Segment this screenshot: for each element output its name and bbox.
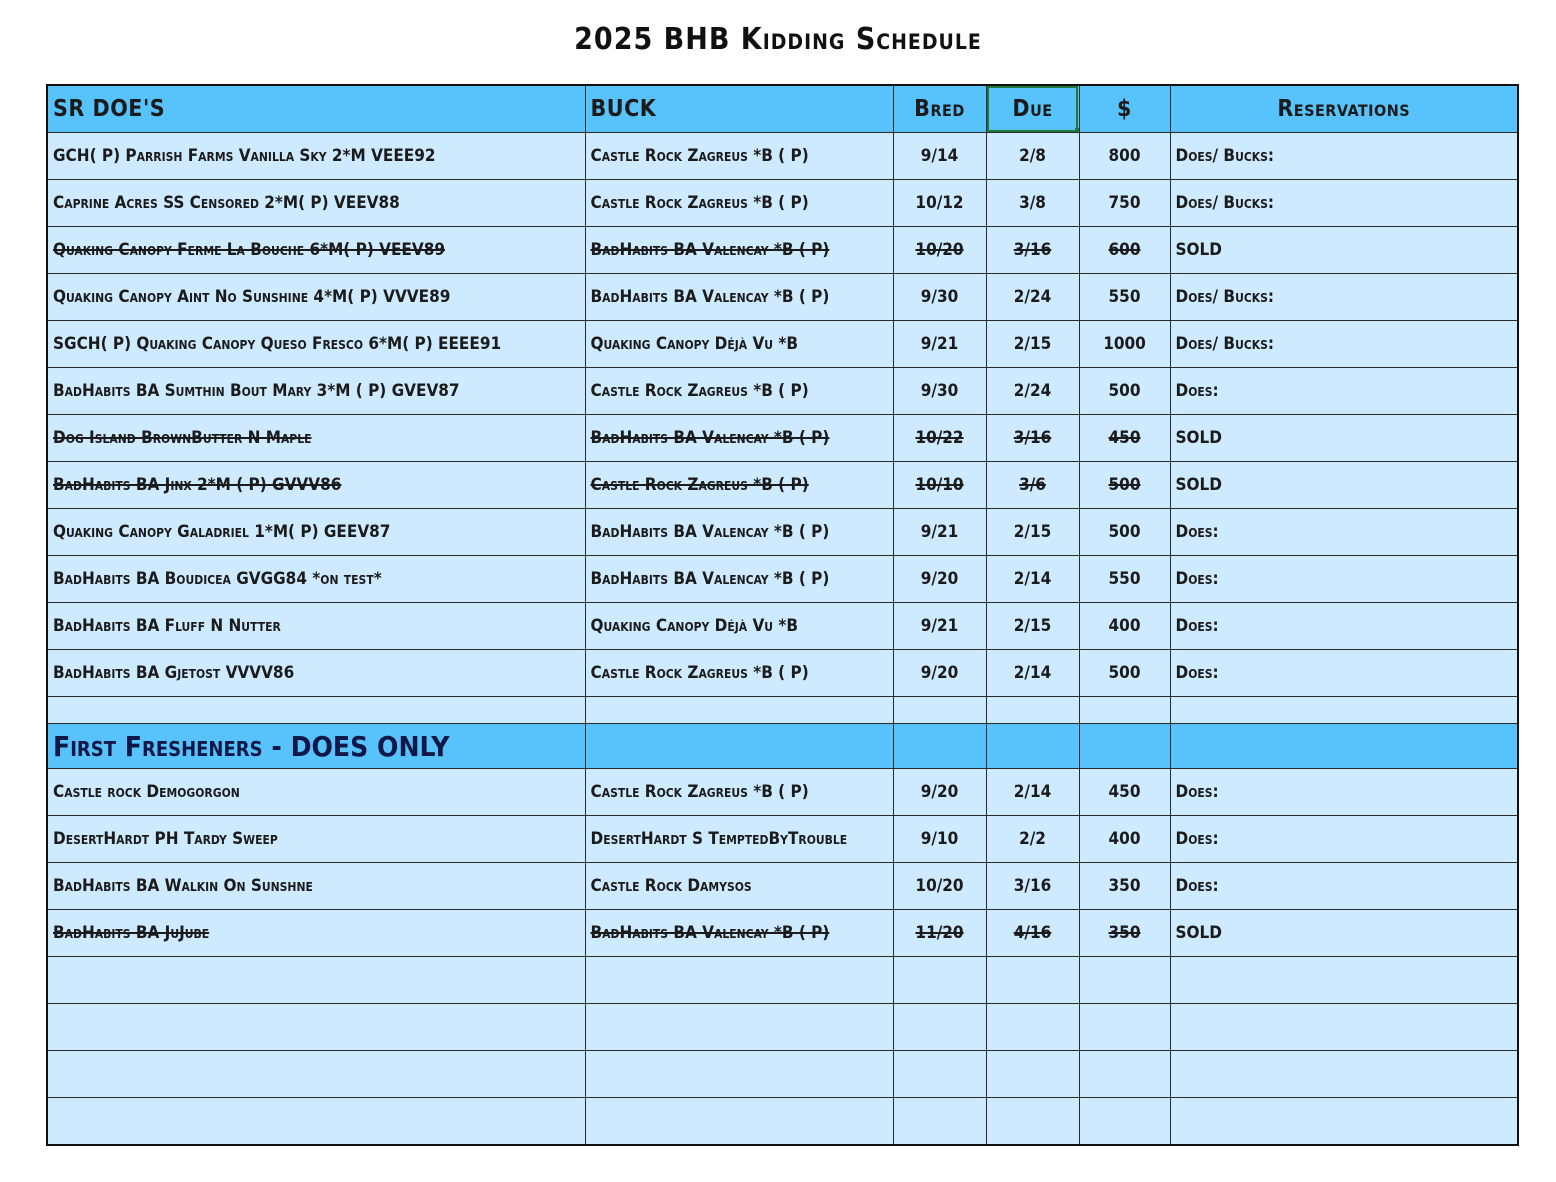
reservation-cell-text: Does/ Bucks: xyxy=(1175,287,1275,307)
bred-cell[interactable] xyxy=(893,556,986,603)
reservation-cell[interactable] xyxy=(1170,816,1518,863)
doe-cell-text: BadHabits BA Gjetost VVVV86 xyxy=(53,663,295,683)
due-cell[interactable] xyxy=(986,415,1079,462)
reservation-cell[interactable] xyxy=(1170,133,1518,180)
buck-cell[interactable] xyxy=(585,227,893,274)
doe-cell[interactable] xyxy=(47,227,585,274)
bred-cell[interactable] xyxy=(893,863,986,910)
buck-cell[interactable] xyxy=(585,769,893,816)
empty-cell[interactable] xyxy=(1079,724,1170,769)
due-cell-text: 2/15 xyxy=(1013,522,1052,542)
reservation-cell[interactable] xyxy=(1170,910,1518,957)
table-row xyxy=(47,603,1518,650)
bred-cell[interactable] xyxy=(893,816,986,863)
price-cell[interactable] xyxy=(1079,769,1170,816)
due-cell-text: 2/24 xyxy=(1013,381,1052,401)
reservation-cell-text: Does/ Bucks: xyxy=(1175,193,1275,213)
empty-cell[interactable] xyxy=(1079,1004,1170,1051)
price-cell[interactable] xyxy=(1079,462,1170,509)
header-row xyxy=(47,85,1518,133)
price-cell[interactable] xyxy=(1079,816,1170,863)
price-cell-text: 500 xyxy=(1108,522,1141,542)
doe-cell[interactable] xyxy=(47,133,585,180)
bred-cell[interactable] xyxy=(893,603,986,650)
due-cell-text: 3/8 xyxy=(1019,193,1046,213)
due-cell[interactable] xyxy=(986,368,1079,415)
empty-cell[interactable] xyxy=(893,1051,986,1098)
header-does[interactable]: SR DOE'S xyxy=(47,85,585,133)
empty-cell[interactable] xyxy=(1170,724,1518,769)
bred-cell-text: 9/30 xyxy=(920,381,959,401)
bred-cell-text: 9/14 xyxy=(920,146,959,166)
buck-cell-text: Quaking Canopy Déjà Vu *B xyxy=(590,616,799,636)
empty-row xyxy=(47,1051,1518,1098)
reservation-cell[interactable] xyxy=(1170,863,1518,910)
table-row xyxy=(47,863,1518,910)
due-cell-text: 3/16 xyxy=(1013,876,1052,896)
bred-cell-text: 11/20 xyxy=(915,923,964,943)
buck-cell-text: BadHabits BA Valencay *B ( P) xyxy=(590,569,830,589)
due-cell-text: 3/6 xyxy=(1019,475,1046,495)
section-title[interactable]: First Fresheners - DOES ONLY xyxy=(47,724,585,769)
doe-cell[interactable] xyxy=(47,556,585,603)
doe-cell-text: Caprine Acres SS Censored 2*M( P) VEEV88 xyxy=(53,193,400,213)
price-cell-text: 550 xyxy=(1108,287,1141,307)
price-cell[interactable] xyxy=(1079,556,1170,603)
header-bred[interactable]: Bred xyxy=(893,85,986,133)
doe-cell-text: SGCH( P) Quaking Canopy Queso Fresco 6*M( P) EEEE91 xyxy=(53,334,502,354)
empty-cell[interactable] xyxy=(1170,957,1518,1004)
due-cell[interactable] xyxy=(986,227,1079,274)
doe-cell[interactable] xyxy=(47,274,585,321)
reservation-cell-text: Does: xyxy=(1175,381,1219,401)
price-cell-text: 550 xyxy=(1108,569,1141,589)
table-row xyxy=(47,769,1518,816)
price-cell-text: 400 xyxy=(1108,616,1141,636)
buck-cell-text: Castle Rock Zagreus *B ( P) xyxy=(590,381,809,401)
doe-cell[interactable] xyxy=(47,769,585,816)
reservation-cell[interactable] xyxy=(1170,769,1518,816)
bred-cell[interactable] xyxy=(893,650,986,697)
header-due[interactable] xyxy=(986,85,1079,133)
bred-cell[interactable] xyxy=(893,910,986,957)
empty-cell[interactable] xyxy=(986,697,1079,724)
bred-cell-text: 9/20 xyxy=(920,782,959,802)
table-row xyxy=(47,274,1518,321)
bred-cell-text: 10/20 xyxy=(915,876,964,896)
empty-cell[interactable] xyxy=(986,724,1079,769)
due-cell-text: 2/14 xyxy=(1013,663,1052,683)
reservation-cell[interactable] xyxy=(1170,415,1518,462)
buck-cell-text: BadHabits BA Valencay *B ( P) xyxy=(590,240,830,260)
doe-cell[interactable] xyxy=(47,462,585,509)
bred-cell[interactable] xyxy=(893,769,986,816)
price-cell-text: 1000 xyxy=(1103,334,1146,354)
due-cell[interactable] xyxy=(986,509,1079,556)
empty-cell[interactable] xyxy=(893,1004,986,1051)
table-row xyxy=(47,415,1518,462)
reservation-cell-text: Does/ Bucks: xyxy=(1175,146,1275,166)
empty-cell[interactable] xyxy=(585,1098,893,1146)
reservation-cell[interactable] xyxy=(1170,603,1518,650)
reservation-cell[interactable] xyxy=(1170,180,1518,227)
buck-cell[interactable] xyxy=(585,180,893,227)
due-cell[interactable] xyxy=(986,462,1079,509)
reservation-cell-text: SOLD xyxy=(1175,240,1222,260)
due-cell-text: 2/24 xyxy=(1013,287,1052,307)
buck-cell-text: Castle Rock Damysos xyxy=(590,876,752,896)
buck-cell-text: BadHabits BA Valencay *B ( P) xyxy=(590,287,830,307)
empty-cell[interactable] xyxy=(1170,1051,1518,1098)
doe-cell-text: Quaking Canopy Galadriel 1*M( P) GEEV87 xyxy=(53,522,391,542)
table-row xyxy=(47,227,1518,274)
reservation-cell-text: Does: xyxy=(1175,782,1219,802)
doe-cell[interactable] xyxy=(47,509,585,556)
doe-cell-text: BadHabits BA Walkin On Sunshne xyxy=(53,876,313,896)
table-row xyxy=(47,509,1518,556)
bred-cell-text: 9/21 xyxy=(920,616,959,636)
doe-cell[interactable] xyxy=(47,321,585,368)
empty-cell[interactable] xyxy=(47,697,585,724)
buck-cell-text: DesertHardt S TemptedByTrouble xyxy=(590,829,848,849)
buck-cell-text: Quaking Canopy Déjà Vu *B xyxy=(590,334,799,354)
bred-cell[interactable] xyxy=(893,462,986,509)
doe-cell-text: BadHabits BA Jinx 2*M ( P) GVVV86 xyxy=(53,475,342,495)
empty-cell[interactable] xyxy=(47,1051,585,1098)
price-cell-text: 500 xyxy=(1108,381,1141,401)
bred-cell[interactable] xyxy=(893,368,986,415)
empty-cell[interactable] xyxy=(893,697,986,724)
doe-cell-text: Castle rock Demogorgon xyxy=(53,782,240,802)
price-cell[interactable] xyxy=(1079,321,1170,368)
empty-cell[interactable] xyxy=(47,1004,585,1051)
due-cell[interactable] xyxy=(986,910,1079,957)
bred-cell[interactable] xyxy=(893,133,986,180)
doe-cell[interactable] xyxy=(47,180,585,227)
table-row xyxy=(47,650,1518,697)
empty-cell[interactable] xyxy=(585,697,893,724)
empty-cell[interactable] xyxy=(986,1051,1079,1098)
bred-cell[interactable] xyxy=(893,415,986,462)
doe-cell-text: Quaking Canopy Aint No Sunshine 4*M( P) VVVE89 xyxy=(53,287,451,307)
bred-cell[interactable] xyxy=(893,509,986,556)
buck-cell[interactable] xyxy=(585,556,893,603)
table-row xyxy=(47,133,1518,180)
buck-cell-text: BadHabits BA Valencay *B ( P) xyxy=(590,923,830,943)
due-cell[interactable] xyxy=(986,180,1079,227)
due-cell[interactable] xyxy=(986,321,1079,368)
due-cell[interactable] xyxy=(986,769,1079,816)
empty-cell[interactable] xyxy=(893,724,986,769)
due-cell-text: 2/2 xyxy=(1019,829,1046,849)
reservation-cell-text: Does/ Bucks: xyxy=(1175,334,1275,354)
buck-cell[interactable] xyxy=(585,816,893,863)
empty-row xyxy=(47,957,1518,1004)
doe-cell[interactable] xyxy=(47,603,585,650)
fill-handle[interactable] xyxy=(1075,128,1080,133)
buck-cell[interactable] xyxy=(585,368,893,415)
doe-cell[interactable] xyxy=(47,650,585,697)
empty-cell[interactable] xyxy=(1170,697,1518,724)
price-cell[interactable] xyxy=(1079,509,1170,556)
header-buck[interactable]: BUCK xyxy=(585,85,893,133)
buck-cell[interactable] xyxy=(585,133,893,180)
empty-cell[interactable] xyxy=(1170,1004,1518,1051)
due-cell-text: 2/14 xyxy=(1013,569,1052,589)
due-cell[interactable] xyxy=(986,133,1079,180)
table-row xyxy=(47,368,1518,415)
buck-cell-text: BadHabits BA Valencay *B ( P) xyxy=(590,428,830,448)
doe-cell[interactable] xyxy=(47,910,585,957)
reservation-cell-text: SOLD xyxy=(1175,475,1222,495)
reservation-cell[interactable] xyxy=(1170,227,1518,274)
due-cell-text: 2/15 xyxy=(1013,334,1052,354)
reservation-cell[interactable] xyxy=(1170,321,1518,368)
table-row xyxy=(47,180,1518,227)
due-cell-text: 2/14 xyxy=(1013,782,1052,802)
reservation-cell-text: SOLD xyxy=(1175,428,1222,448)
table-row xyxy=(47,910,1518,957)
due-cell-text: 2/8 xyxy=(1019,146,1046,166)
empty-cell[interactable] xyxy=(1170,1098,1518,1146)
buck-cell[interactable] xyxy=(585,603,893,650)
price-cell[interactable] xyxy=(1079,650,1170,697)
buck-cell-text: Castle Rock Zagreus *B ( P) xyxy=(590,782,809,802)
table-row xyxy=(47,816,1518,863)
reservation-cell-text: Does: xyxy=(1175,569,1219,589)
doe-cell[interactable] xyxy=(47,368,585,415)
bred-cell-text: 9/10 xyxy=(920,829,959,849)
empty-cell[interactable] xyxy=(1079,1051,1170,1098)
empty-cell[interactable] xyxy=(893,1098,986,1146)
buck-cell[interactable] xyxy=(585,863,893,910)
buck-cell[interactable] xyxy=(585,321,893,368)
reservation-cell[interactable] xyxy=(1170,368,1518,415)
header-due-label: Due xyxy=(1012,96,1053,122)
bred-cell-text: 9/20 xyxy=(920,663,959,683)
price-cell-text: 750 xyxy=(1108,193,1141,213)
doe-cell-text: Dog Island BrownButter N Maple xyxy=(53,428,312,448)
due-cell[interactable] xyxy=(986,863,1079,910)
doe-cell-text: DesertHardt PH Tardy Sweep xyxy=(53,829,278,849)
price-cell-text: 400 xyxy=(1108,829,1141,849)
price-cell[interactable] xyxy=(1079,133,1170,180)
empty-cell[interactable] xyxy=(1079,957,1170,1004)
doe-cell-text: Quaking Canopy Ferme La Bouche 6*M( P) VEEV89 xyxy=(53,240,445,260)
bred-cell-text: 9/30 xyxy=(920,287,959,307)
buck-cell[interactable] xyxy=(585,910,893,957)
doe-cell-text: BadHabits BA Sumthin Bout Mary 3*M ( P) GVEV87 xyxy=(53,381,460,401)
due-cell[interactable] xyxy=(986,603,1079,650)
table-row xyxy=(47,321,1518,368)
doe-cell[interactable] xyxy=(47,415,585,462)
reservation-cell-text: Does: xyxy=(1175,616,1219,636)
reservation-cell-text: SOLD xyxy=(1175,923,1222,943)
price-cell[interactable] xyxy=(1079,227,1170,274)
doe-cell-text: BadHabits BA Fluff N Nutter xyxy=(53,616,281,636)
buck-cell[interactable] xyxy=(585,509,893,556)
price-cell-text: 500 xyxy=(1108,475,1141,495)
buck-cell[interactable] xyxy=(585,415,893,462)
buck-cell-text: Castle Rock Zagreus *B ( P) xyxy=(590,475,809,495)
price-cell[interactable] xyxy=(1079,180,1170,227)
bred-cell-text: 9/20 xyxy=(920,569,959,589)
buck-cell-text: BadHabits BA Valencay *B ( P) xyxy=(590,522,830,542)
due-cell[interactable] xyxy=(986,650,1079,697)
price-cell-text: 450 xyxy=(1108,428,1141,448)
buck-cell-text: Castle Rock Zagreus *B ( P) xyxy=(590,193,809,213)
price-cell-text: 350 xyxy=(1108,876,1141,896)
bred-cell-text: 9/21 xyxy=(920,334,959,354)
reservation-cell[interactable] xyxy=(1170,274,1518,321)
price-cell-text: 800 xyxy=(1108,146,1141,166)
bred-cell-text: 10/22 xyxy=(915,428,964,448)
reservation-cell[interactable] xyxy=(1170,509,1518,556)
price-cell-text: 350 xyxy=(1108,923,1141,943)
table-row xyxy=(47,462,1518,509)
due-cell[interactable] xyxy=(986,816,1079,863)
empty-cell[interactable] xyxy=(47,957,585,1004)
empty-cell[interactable] xyxy=(585,1004,893,1051)
empty-cell[interactable] xyxy=(1079,1098,1170,1146)
empty-row xyxy=(47,697,1518,724)
bred-cell-text: 9/21 xyxy=(920,522,959,542)
buck-cell[interactable] xyxy=(585,650,893,697)
page-title: 2025 BHB Kidding Schedule xyxy=(574,22,982,57)
section-header-row xyxy=(47,724,1518,769)
doe-cell-text: GCH( P) Parrish Farms Vanilla Sky 2*M VEEE92 xyxy=(53,146,436,166)
kidding-schedule-table xyxy=(46,84,1519,1146)
reservation-cell-text: Does: xyxy=(1175,829,1219,849)
empty-cell[interactable] xyxy=(47,1098,585,1146)
empty-cell[interactable] xyxy=(986,1098,1079,1146)
due-cell-text: 3/16 xyxy=(1013,240,1052,260)
empty-cell[interactable] xyxy=(585,957,893,1004)
price-cell[interactable] xyxy=(1079,368,1170,415)
empty-cell[interactable] xyxy=(585,1051,893,1098)
buck-cell[interactable] xyxy=(585,274,893,321)
due-cell[interactable] xyxy=(986,556,1079,603)
empty-row xyxy=(47,1004,1518,1051)
reservation-cell-text: Does: xyxy=(1175,522,1219,542)
doe-cell-text: BadHabits BA JuJube xyxy=(53,923,210,943)
price-cell[interactable] xyxy=(1079,910,1170,957)
due-cell-text: 2/15 xyxy=(1013,616,1052,636)
bred-cell[interactable] xyxy=(893,180,986,227)
reservation-cell-text: Does: xyxy=(1175,876,1219,896)
reservation-cell[interactable] xyxy=(1170,556,1518,603)
price-cell[interactable] xyxy=(1079,603,1170,650)
doe-cell[interactable] xyxy=(47,863,585,910)
empty-cell[interactable] xyxy=(893,957,986,1004)
doe-cell-text: BadHabits BA Boudicea GVGG84 *on test* xyxy=(53,569,382,589)
empty-row xyxy=(47,1098,1518,1146)
due-cell-text: 4/16 xyxy=(1013,923,1052,943)
empty-cell[interactable] xyxy=(585,724,893,769)
table-row xyxy=(47,556,1518,603)
due-cell-text: 3/16 xyxy=(1013,428,1052,448)
price-cell-text: 500 xyxy=(1108,663,1141,683)
bred-cell[interactable] xyxy=(893,321,986,368)
reservation-cell-text: Does: xyxy=(1175,663,1219,683)
reservation-cell[interactable] xyxy=(1170,650,1518,697)
price-cell[interactable] xyxy=(1079,863,1170,910)
bred-cell-text: 10/12 xyxy=(915,193,964,213)
header-price[interactable]: $ xyxy=(1079,85,1170,133)
doe-cell[interactable] xyxy=(47,816,585,863)
empty-cell[interactable] xyxy=(1079,697,1170,724)
bred-cell-text: 10/20 xyxy=(915,240,964,260)
empty-cell[interactable] xyxy=(986,1004,1079,1051)
price-cell-text: 450 xyxy=(1108,782,1141,802)
price-cell[interactable] xyxy=(1079,274,1170,321)
buck-cell-text: Castle Rock Zagreus *B ( P) xyxy=(590,146,809,166)
bred-cell[interactable] xyxy=(893,227,986,274)
due-cell[interactable] xyxy=(986,274,1079,321)
price-cell-text: 600 xyxy=(1108,240,1141,260)
header-reservations[interactable]: Reservations xyxy=(1170,85,1518,133)
price-cell[interactable] xyxy=(1079,415,1170,462)
bred-cell-text: 10/10 xyxy=(915,475,964,495)
bred-cell[interactable] xyxy=(893,274,986,321)
buck-cell-text: Castle Rock Zagreus *B ( P) xyxy=(590,663,809,683)
empty-cell[interactable] xyxy=(986,957,1079,1004)
reservation-cell[interactable] xyxy=(1170,462,1518,509)
buck-cell[interactable] xyxy=(585,462,893,509)
